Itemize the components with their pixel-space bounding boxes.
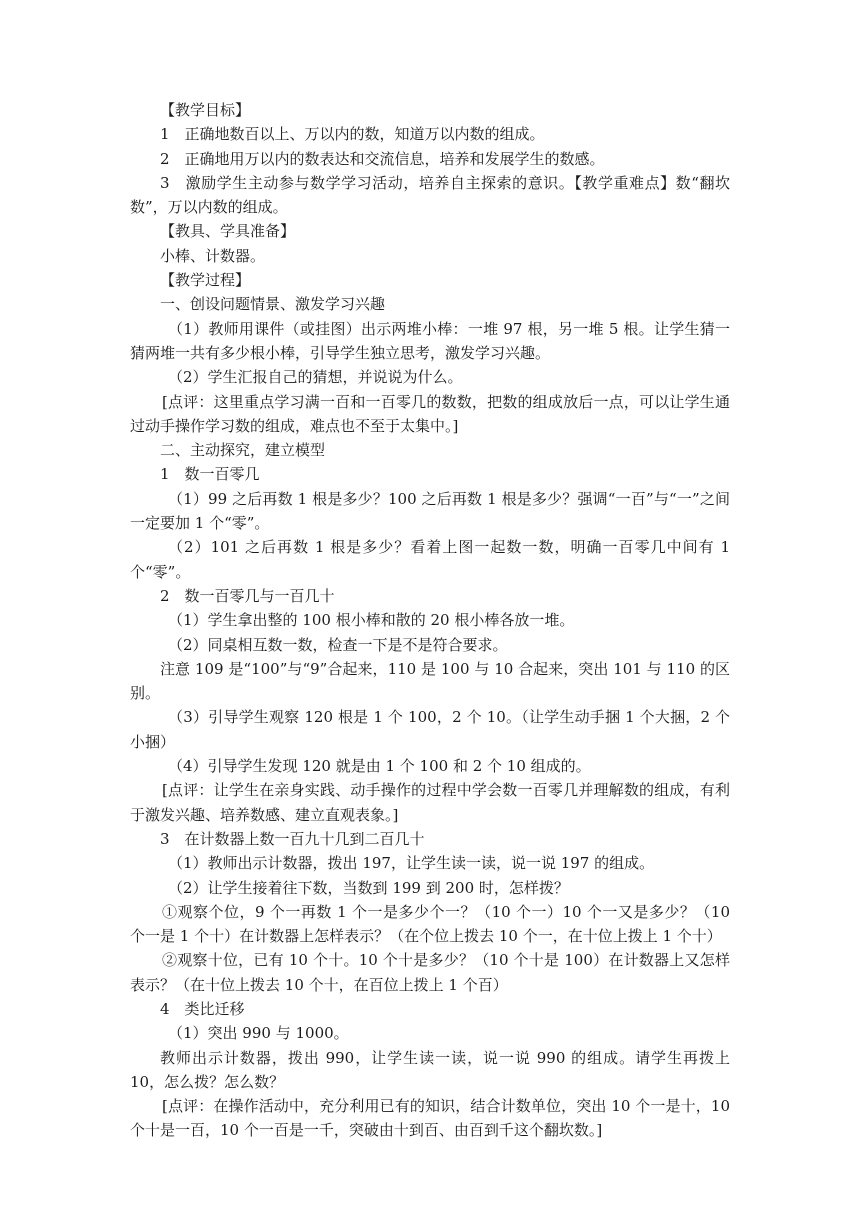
- step-paragraph: （2）101 之后再数 1 根是多少？看着上图一起数一数，明确一百零几中间有 1 个“零”。: [130, 538, 730, 581]
- body-paragraph: 教师出示计数器，拨出 990，让学生读一读，说一说 990 的组成。请学生再拨上 10，怎么拨？怎么数？: [130, 1048, 730, 1091]
- step-paragraph: （3）引导学生观察 120 根是 1 个 100，2 个 10。（让学生动手捆 1 个大捆，2 个小捆）: [130, 708, 730, 751]
- note-paragraph: 注意 109 是“100”与“9”合起来，110 是 100 与 10 合起来，突出 101 与 110 的区别。: [130, 659, 730, 703]
- step-paragraph: （1）99 之后再数 1 根是多少？100 之后再数 1 根是多少？强调“一百”与“一”之间一定要加 1 个“零”。: [130, 489, 730, 533]
- step-paragraph: （1）突出 990 与 1000。: [168, 1024, 349, 1043]
- section-title: 一、创设问题情景、激发学习兴趣: [160, 295, 386, 314]
- step-paragraph: （2）学生汇报自己的猜想，并说说为什么。: [168, 368, 463, 387]
- step-paragraph: （2）同桌相互数一数，检查一下是不是符合要求。: [168, 635, 508, 654]
- observation-paragraph: ②观察十位，已有 10 个十。10 个十是多少？（10 个十是 100）在计数器上又怎样表示？（在十位上拨去 10 个十，在百位上拨上 1 个百）: [130, 951, 730, 994]
- step-paragraph: （1）教师用课件（或挂图）出示两堆小棒：一堆 97 根，另一堆 5 根。让学生猜一猜两堆一共有多少根小棒，引导学生独立思考，激发学习兴趣。: [130, 319, 730, 362]
- observation-paragraph: ①观察个位，9 个一再数 1 个一是多少个一？（10 个一）10 个一又是多少？（10 个一是 1 个十）在计数器上怎样表示？（在个位上拨去 10 个一，在十位上拨上 1 个十）: [130, 902, 730, 946]
- document-page: [130, 98, 730, 1143]
- process-heading: 【教学过程】: [160, 271, 251, 290]
- subsection-title: 4 类比迁移: [160, 999, 245, 1018]
- comment-paragraph: [点评：让学生在亲身实践、动手操作的过程中学会数一百零几并理解数的组成，有利于激发兴趣、培养数感、建立直观表象。]: [130, 781, 730, 824]
- subsection-title: 1 数一百零几: [160, 465, 260, 484]
- tools-text: 小棒、计数器。: [160, 246, 266, 265]
- step-paragraph: （4）引导学生发现 120 就是由 1 个 100 和 2 个 10 组成的。: [168, 757, 591, 776]
- comment-paragraph: [点评：在操作活动中，充分利用已有的知识，结合计数单位，突出 10 个一是十，10 个十是一百，10 个一百是一千，突破由十到百、由百到千这个翻坎数。]: [130, 1097, 730, 1140]
- subsection-title: 3 在计数器上数一百九十几到二百几十: [160, 829, 425, 848]
- step-paragraph: （1）教师出示计数器，拨出 197，让学生读一读，说一说 197 的组成。: [168, 854, 655, 873]
- section-title: 二、主动探究，建立模型: [160, 441, 326, 460]
- objective-item: 3 激励学生主动参与数学学习活动，培养自主探索的意识。【教学重难点】数“翻坎数”，万以内数的组成。: [130, 173, 730, 217]
- objective-item: 2 正确地用万以内的数表达和交流信息，培养和发展学生的数感。: [160, 149, 605, 168]
- objective-item: 1 正确地数百以上、万以内的数，知道万以内数的组成。: [160, 125, 545, 144]
- step-paragraph: （2）让学生接着往下数，当数到 199 到 200 时，怎样拨？: [168, 878, 569, 897]
- objectives-heading: 【教学目标】: [160, 101, 251, 119]
- subsection-title: 2 数一百零几与一百几十: [160, 586, 335, 605]
- tools-heading: 【教具、学具准备】: [160, 222, 296, 241]
- comment-paragraph: [点评：这里重点学习满一百和一百零几的数数，把数的组成放后一点，可以让学生通过动手操作学习数的组成，难点也不至于太集中。]: [130, 392, 730, 435]
- step-paragraph: （1）学生拿出整的 100 根小棒和散的 20 根小棒各放一堆。: [168, 611, 575, 630]
